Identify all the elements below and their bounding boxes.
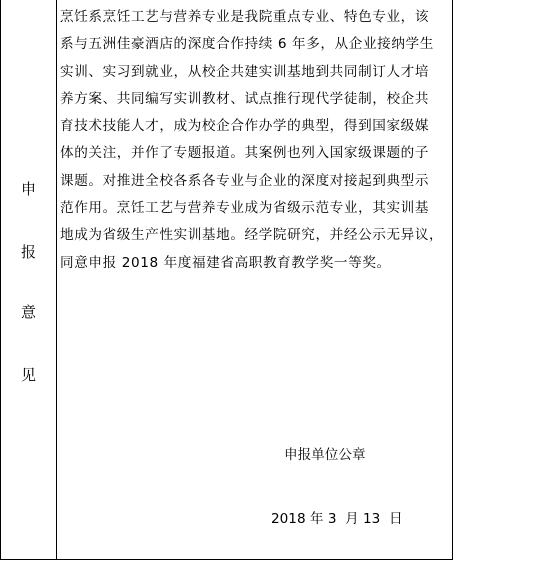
opinion-line: 育技术技能人才，成为校企合作办学的典型，得到国家级媒 <box>60 118 430 135</box>
opinion-line: 体的关注，并作了专题报道。其案例也列入国家级课题的子 <box>60 145 430 162</box>
signature-date: 2018 年 3 月 13 日 <box>271 511 403 527</box>
opinion-line: 烹饪系烹饪工艺与营养专业是我院重点专业、特色专业，该 <box>60 9 430 25</box>
section-label <box>1 0 56 560</box>
opinion-line: 地成为省级生产性实训基地。经学院研究，并经公示无异议， <box>60 227 444 244</box>
opinion-line: 实训、实习到就业，从校企共建实训基地到共同制订人才培 <box>60 63 430 80</box>
opinion-line: 同意申报 2018 年度福建省高职教育教学奖一等奖。 <box>60 254 391 271</box>
section-label-char: 见 <box>20 366 36 384</box>
section-label-char: 意 <box>20 303 36 321</box>
opinion-line: 课题。对推进全校各系各专业与企业的深度对接起到典型示 <box>60 172 430 189</box>
section-label-char: 报 <box>20 243 36 261</box>
opinion-line: 养方案、共同编写实训教材、试点推行现代学徒制，校企共 <box>60 90 430 107</box>
section-label-char: 申 <box>20 180 36 198</box>
opinion-text <box>60 4 450 277</box>
opinion-line: 系与五洲佳豪酒店的深度合作持续 6 年多，从企业接纳学生 <box>60 36 434 53</box>
unit-stamp-label: 申报单位公章 <box>284 447 366 463</box>
opinion-line: 范作用。烹饪工艺与营养专业成为省级示范专业，其实训基 <box>60 200 430 217</box>
column-divider <box>56 0 57 560</box>
